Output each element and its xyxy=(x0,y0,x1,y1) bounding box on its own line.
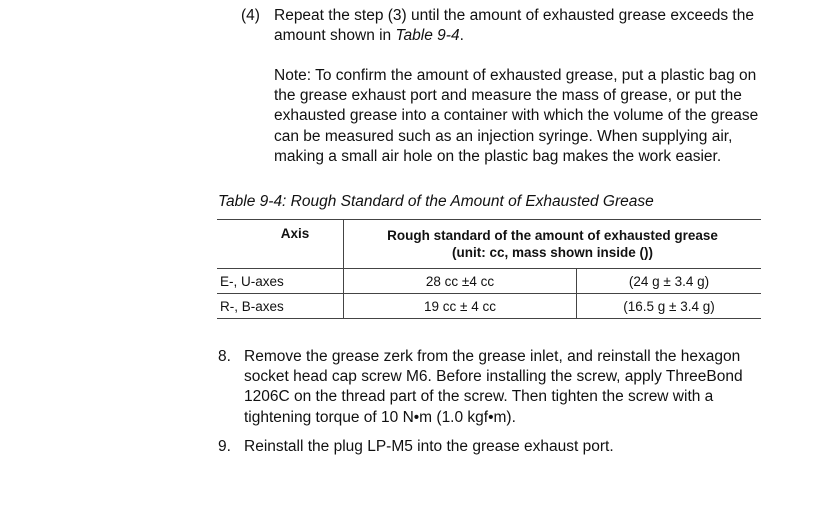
step-list xyxy=(218,347,778,457)
step-8-text: Remove the grease zerk from the grease inlet, and reinstall the hexagon socket head cap screw M6. Before installing the screw, apply ThreeBond 1206C on the thread part of the screw. Then tighten the screw with a tightening torque of 10 N•m (1.0 kgf•m). xyxy=(244,348,743,426)
step-4-text-after: . xyxy=(459,27,464,44)
cell-mass: (16.5 g ± 3.4 g) xyxy=(577,294,762,319)
note-paragraph: Note: To confirm the amount of exhausted grease, put a plastic bag on the grease exhaust port and measure the mass of grease, or put the exhausted grease into a container with which the volume of the grease can be measured such as an injection syringe. When supplying air, making a small air hole on the plastic bag makes the work easier. xyxy=(274,67,759,165)
step-8 xyxy=(218,347,778,428)
step-4-text xyxy=(274,6,801,46)
table-row xyxy=(217,294,761,319)
cell-axis: R-, B-axes xyxy=(217,294,344,319)
step-9 xyxy=(218,437,778,457)
table-row xyxy=(217,269,761,294)
cell-volume: 28 cc ±4 cc xyxy=(344,269,577,294)
header-amount xyxy=(344,220,762,269)
header-axis: Axis xyxy=(217,220,344,269)
header-amount-line2: (unit: cc, mass shown inside ()) xyxy=(451,245,654,260)
step-9-text: Reinstall the plug LP-M5 into the grease exhaust port. xyxy=(244,437,614,455)
header-amount-line1: Rough standard of the amount of exhausted grease xyxy=(387,228,718,243)
grease-table xyxy=(217,219,761,319)
table-header-row xyxy=(217,220,761,269)
cell-volume: 19 cc ± 4 cc xyxy=(344,294,577,319)
cell-mass: (24 g ± 3.4 g) xyxy=(577,269,762,294)
step-4-text-before: Repeat the step (3) until the amount of exhausted grease exceeds the amount shown in xyxy=(274,7,754,44)
step-9-number: 9. xyxy=(218,437,231,455)
table-caption: Table 9-4: Rough Standard of the Amount of Exhausted Grease xyxy=(218,193,654,210)
step-4 xyxy=(241,6,801,46)
step-8-number: 8. xyxy=(218,348,231,365)
cell-axis: E-, U-axes xyxy=(217,269,344,294)
step-4-number: (4) xyxy=(241,7,260,24)
table-reference: Table 9-4 xyxy=(395,27,460,44)
